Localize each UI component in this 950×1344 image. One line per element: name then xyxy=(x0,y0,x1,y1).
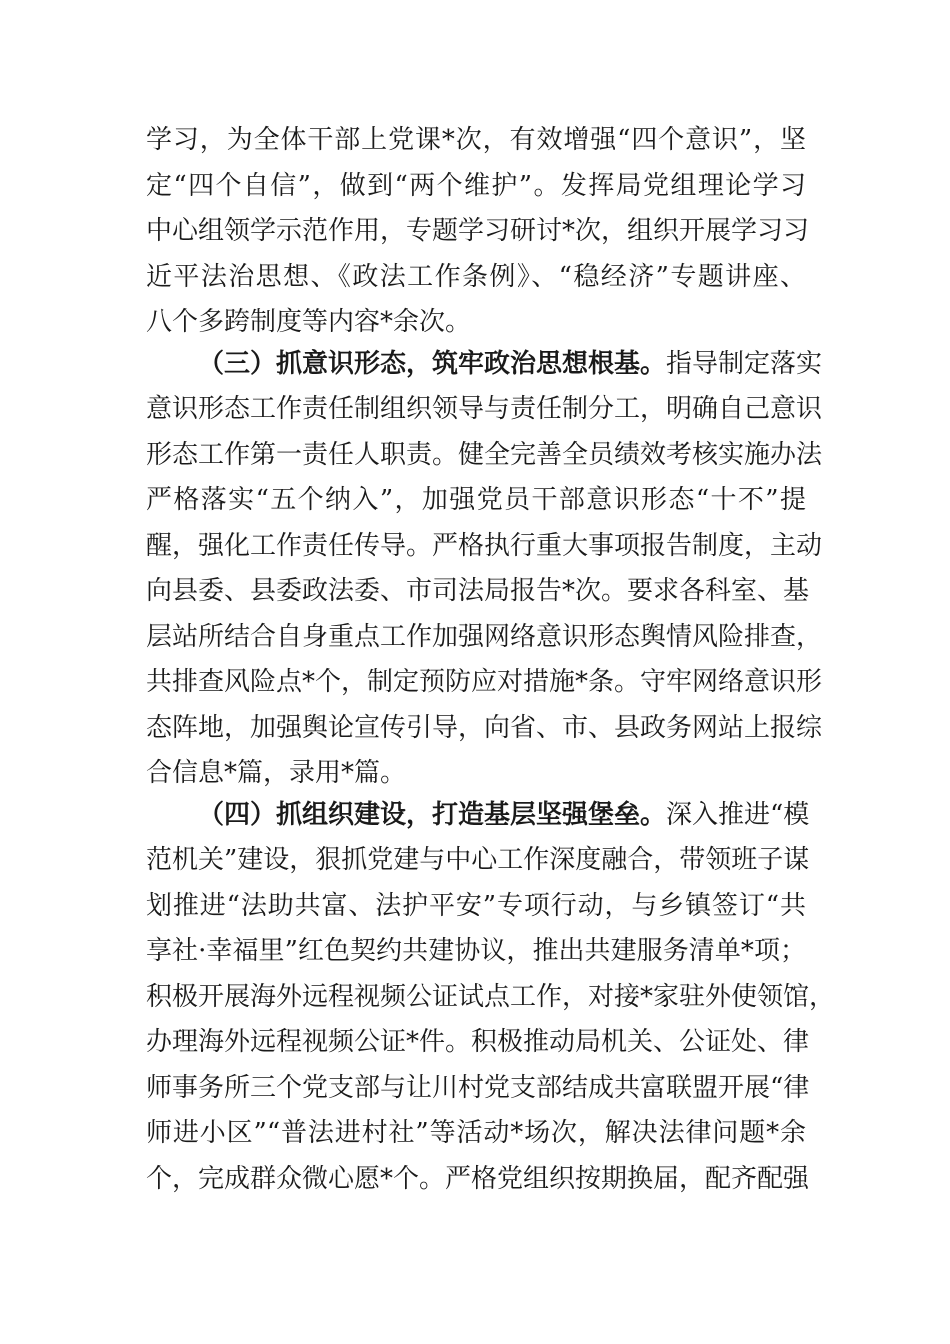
text-line: 定“四个自信”，做到“两个维护”。发挥局党组理论学习 xyxy=(146,171,806,201)
section-heading: （四）抓组织建设，打造基层坚强堡垒。 xyxy=(198,800,667,830)
text-line: 形态工作第一责任人职责。健全完善全员绩效考核实施办法 xyxy=(146,440,823,470)
text-line: 严格落实“五个纳入”，加强党员干部意识形态“十不”提 xyxy=(146,485,806,515)
text-line: 师进小区”“普法进村社”等活动*场次，解决法律问题*余 xyxy=(146,1118,806,1148)
text-line: 享社·幸福里”红色契约共建协议，推出共建服务清单*项； xyxy=(146,936,806,966)
text-line: 个，完成群众微心愿*个。严格党组织按期换届，配齐配强 xyxy=(146,1164,810,1194)
text-line: 近平法治思想、《政法工作条例》、“稳经济”专题讲座、 xyxy=(146,262,806,292)
text-line: 学习，为全体干部上党课*次，有效增强“四个意识”，坚 xyxy=(146,125,806,155)
text-line: 意识形态工作责任制组织领导与责任制分工，明确自己意识 xyxy=(146,394,823,424)
section-heading-line xyxy=(198,342,823,386)
text-line: 八个多跨制度等内容*余次。 xyxy=(146,307,472,337)
text-line: 范机关”建设，狠抓党建与中心工作深度融合，带领班子谋 xyxy=(146,845,810,875)
text-fragment: 深入推进“模 xyxy=(666,800,810,830)
text-line: 态阵地，加强舆论宣传引导，向省、市、县政务网站上报综 xyxy=(146,713,823,743)
text-line: 中心组领学示范作用，专题学习研讨*次，组织开展学习习 xyxy=(146,216,810,246)
text-line: 向县委、县委政法委、市司法局报告*次。要求各科室、基 xyxy=(146,576,810,606)
text-line: 师事务所三个党支部与让川村党支部结成共富联盟开展“律 xyxy=(146,1073,810,1103)
text-fragment: 指导制定落实 xyxy=(666,349,823,379)
text-line: 醒，强化工作责任传导。严格执行重大事项报告制度，主动 xyxy=(146,531,823,561)
text-line: 办理海外远程视频公证*件。积极推动局机关、公证处、律 xyxy=(146,1027,810,1057)
text-line: 共排查风险点*个，制定预防应对措施*条。守牢网络意识形 xyxy=(146,667,823,697)
text-line: 积极开展海外远程视频公证试点工作，对接*家驻外使领馆， xyxy=(146,982,836,1012)
text-line: 层站所结合自身重点工作加强网络意识形态舆情风险排查， xyxy=(146,622,823,652)
section-heading-line xyxy=(198,793,810,837)
text-line: 划推进“法助共富、法护平安”专项行动，与乡镇签订“共 xyxy=(146,891,806,921)
text-line: 合信息*篇，录用*篇。 xyxy=(146,758,407,788)
section-heading: （三）抓意识形态，筑牢政治思想根基。 xyxy=(198,349,667,379)
